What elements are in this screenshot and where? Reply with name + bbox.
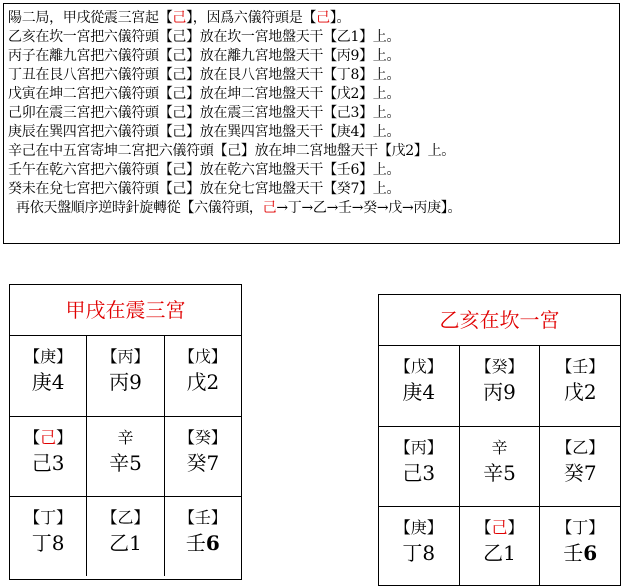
- palace-cell: [540, 426, 620, 506]
- earth-stem: 丁8: [31, 530, 65, 555]
- earth-stem: 戊2: [186, 370, 220, 394]
- palace-row: [10, 416, 241, 496]
- text-run: 乙亥在坎一宮把六儀符頭【己】放在坎一宮地盤天干【乙1】上。: [8, 29, 401, 45]
- text-run: 己卯在震三宮把六儀符頭【己】放在震三宮地盤天干【己3】上。: [8, 105, 401, 121]
- palace-cell: [10, 336, 87, 416]
- stem-char: 壬: [563, 540, 584, 565]
- heaven-stem: 【壬】: [556, 357, 605, 376]
- text-run: 戊寅在坤二宮把六儀符頭【己】放在坤二宮地盤天干【戊2】上。: [8, 86, 401, 102]
- text-line: [8, 180, 619, 199]
- palace-cell: [379, 346, 459, 426]
- earth-stem: 己3: [31, 450, 65, 475]
- palace-grid-yihai: [378, 294, 621, 586]
- text-line: [8, 142, 619, 161]
- earth-stem: 辛5: [483, 460, 516, 485]
- text-run: 陽二局，甲戌從震三宮起【: [8, 10, 173, 26]
- text-run: 丙子在離九宮把六儀符頭【己】放在離九宮地盤天干【丙9】上。: [8, 48, 401, 64]
- heaven-stem: 【丙】: [394, 437, 443, 457]
- heaven-stem: 【庚】: [24, 347, 73, 366]
- earth-stem: 丙9: [109, 370, 142, 394]
- palace-cell: [87, 416, 165, 496]
- heaven-stem: 【戊】: [178, 347, 227, 366]
- text-run: 【: [475, 517, 492, 537]
- earth-stem: 癸7: [186, 450, 220, 475]
- earth-stem: 庚4: [402, 380, 436, 404]
- text-run: 庚辰在巽四宮把六儀符頭【己】放在巽四宮地盤天干【庚4】上。: [8, 124, 401, 140]
- heaven-stem: [10, 427, 86, 449]
- explanation-text-box: [3, 3, 620, 244]
- earth-stem: 乙1: [483, 540, 516, 565]
- earth-stem: [540, 539, 620, 567]
- palace-cell: [87, 496, 165, 576]
- palace-cell: [540, 346, 620, 426]
- palace-cell: [459, 346, 540, 426]
- palace-cells: [379, 346, 620, 586]
- text-run: 】: [56, 427, 73, 447]
- heaven-stem: 【乙】: [101, 507, 150, 527]
- text-run: →丁→乙→壬→癸→戊→丙庚】。: [276, 200, 462, 216]
- highlight-char: 己: [491, 517, 508, 537]
- heaven-stem: 【癸】: [178, 427, 227, 447]
- text-run: 】。: [329, 10, 351, 26]
- stem-number: 6: [583, 540, 598, 565]
- earth-stem: 癸7: [563, 460, 597, 485]
- text-line: [8, 161, 619, 180]
- grid-title: 甲戌在震三宮: [10, 285, 241, 336]
- palace-row: [379, 426, 620, 506]
- palace-cell: [379, 506, 459, 586]
- text-line: [8, 85, 619, 104]
- heaven-stem: 【丙】: [101, 347, 150, 366]
- palace-cell: [164, 416, 241, 496]
- palace-row: [10, 496, 241, 576]
- palace-row: [10, 336, 241, 416]
- palace-row: [379, 506, 620, 586]
- palace-cell: [164, 336, 241, 416]
- heaven-stem: 辛: [117, 427, 134, 447]
- text-run: 再依天盤順序逆時針旋轉從【六儀符頭，: [16, 200, 263, 216]
- text-run: 壬午在乾六宮把六儀符頭【己】放在乾六宮地盤天干【壬6】上。: [8, 162, 401, 178]
- heaven-stem: 【庚】: [394, 517, 443, 537]
- text-run: 癸未在兌七宮把六儀符頭【己】放在兌七宮地盤天干【癸7】上。: [8, 181, 401, 197]
- text-line: [8, 199, 619, 218]
- palace-grid-jiaxu: [9, 284, 242, 580]
- highlight-char: 己: [40, 427, 57, 447]
- heaven-stem: [460, 517, 540, 539]
- heaven-stem: 【丁】: [24, 507, 73, 527]
- heaven-stem: 【癸】: [475, 357, 524, 376]
- text-line: [8, 9, 619, 28]
- earth-stem: 己3: [402, 460, 436, 485]
- highlight-char: 己: [316, 10, 330, 26]
- highlight-char: 己: [262, 200, 277, 216]
- grid-title: 乙亥在坎一宮: [379, 295, 620, 346]
- heaven-stem: 【丁】: [556, 517, 605, 537]
- heaven-stem: 【戊】: [394, 357, 443, 376]
- text-run: 】，因爲六儀符頭是【: [186, 10, 317, 26]
- heaven-stem: 【壬】: [178, 507, 227, 527]
- earth-stem: 辛5: [109, 450, 142, 475]
- palace-cell: [540, 506, 620, 586]
- text-line: [8, 28, 619, 47]
- palace-cell: [87, 336, 165, 416]
- earth-stem: 乙1: [109, 530, 142, 555]
- palace-cell: [10, 416, 87, 496]
- text-run: 辛己在中五宮寄坤二宮把六儀符頭【己】放在坤二宮地盤天干【戊2】上。: [8, 143, 456, 159]
- palace-cell: [459, 426, 540, 506]
- palace-cell: [10, 496, 87, 576]
- text-line: [8, 47, 619, 66]
- palace-row: [379, 346, 620, 426]
- earth-stem: 丙9: [483, 380, 516, 404]
- earth-stem: 庚4: [31, 370, 65, 394]
- palace-cell: [379, 426, 459, 506]
- heaven-stem: 【乙】: [556, 437, 605, 457]
- palace-cell: [164, 496, 241, 576]
- text-run: 】: [507, 517, 524, 537]
- text-line: [8, 104, 619, 123]
- palace-cell: [459, 506, 540, 586]
- stem-number: 6: [205, 530, 220, 555]
- palace-cells: [10, 336, 241, 576]
- stem-char: 壬: [185, 530, 206, 555]
- text-run: 【: [24, 427, 41, 447]
- earth-stem: 戊2: [563, 380, 597, 404]
- earth-stem: [165, 529, 241, 557]
- heaven-stem: 辛: [491, 437, 508, 457]
- earth-stem: 丁8: [402, 540, 436, 565]
- text-line: [8, 123, 619, 142]
- text-run: 丁丑在艮八宮把六儀符頭【己】放在艮八宮地盤天干【丁8】上。: [8, 67, 401, 83]
- text-line: [8, 66, 619, 85]
- highlight-char: 己: [172, 10, 187, 26]
